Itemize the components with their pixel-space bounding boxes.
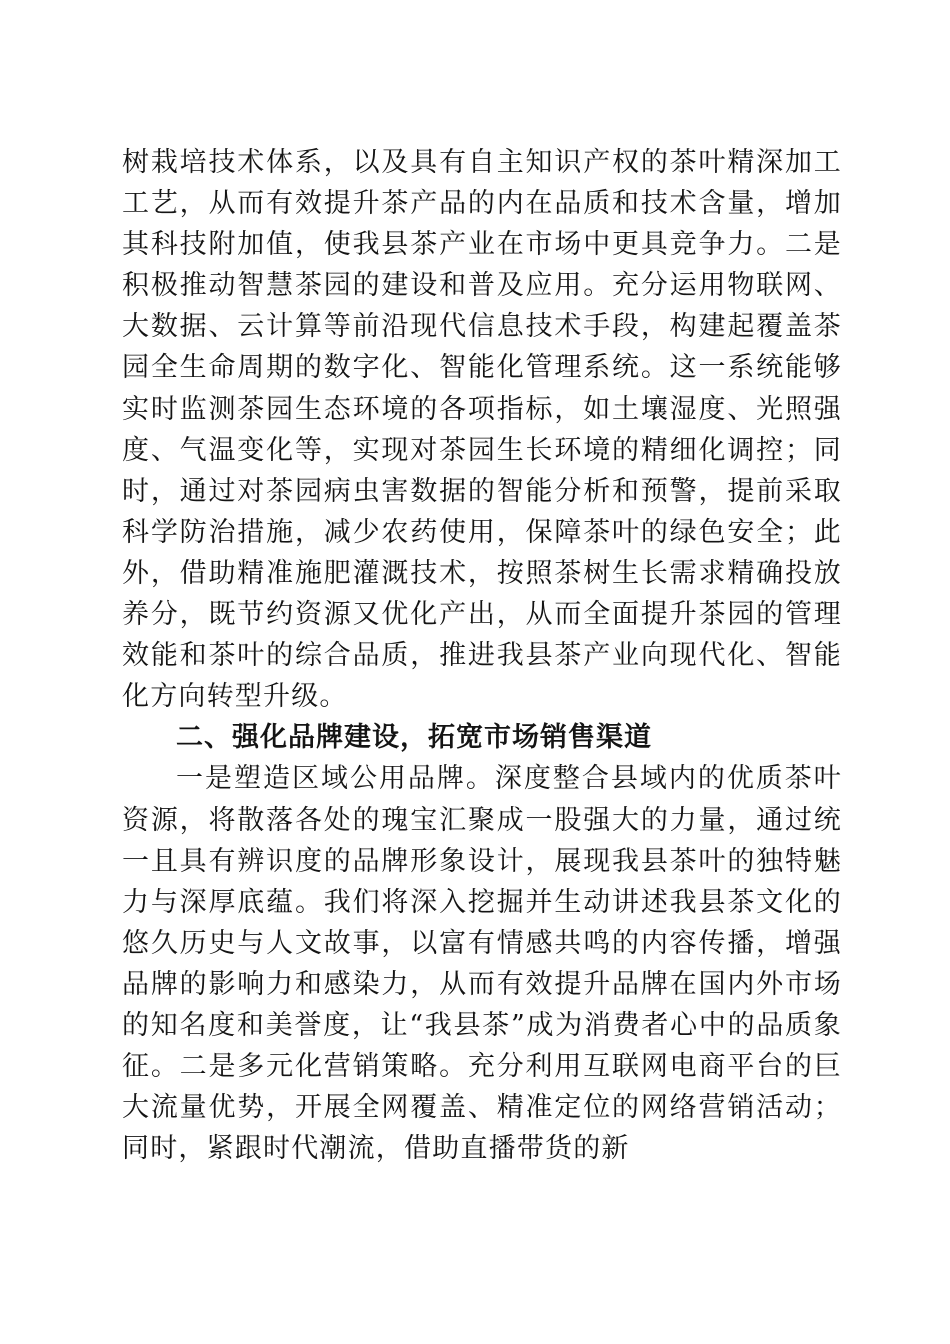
document-body: [122, 142, 842, 1169]
body-paragraph: 树栽培技术体系，以及具有自主知识产权的茶叶精深加工工艺，从而有效提升茶产品的内在品质和技术含量，增加其科技附加值，使我县茶产业在市场中更具竞争力。二是积极推动智慧茶园的建设和普及应用。充分运用物联网、大数据、云计算等前沿现代信息技术手段，构建起覆盖茶园全生命周期的数字化、智能化管理系统。这一系统能够实时监测茶园生态环境的各项指标，如土壤湿度、光照强度、气温变化等，实现对茶园生长环境的精细化调控；同时，通过对茶园病虫害数据的智能分析和预警，提前采取科学防治措施，减少农药使用，保障茶叶的绿色安全；此外，借助精准施肥灌溉技术，按照茶树生长需求精确投放养分，既节约资源又优化产出，从而全面提升茶园的管理效能和茶叶的综合品质，推进我县茶产业向现代化、智能化方向转型升级。: [122, 147, 842, 713]
section-heading: 二、强化品牌建设，拓宽市场销售渠道: [176, 722, 652, 754]
body-paragraph: 一是塑造区域公用品牌。深度整合县域内的优质茶叶资源，将散落各处的瑰宝汇聚成一股强大的力量，通过统一且具有辨识度的品牌形象设计，展现我县茶叶的独特魅力与深厚底蕴。我们将深入挖掘并生动讲述我县茶文化的悠久历史与人文故事，以富有情感共鸣的内容传播，增强品牌的影响力和感染力，从而有效提升品牌在国内外市场的知名度和美誉度，让“我县茶”成为消费者心中的品质象征。二是多元化营销策略。充分利用互联网电商平台的巨大流量优势，开展全网覆盖、精准定位的网络营销活动；同时，紧跟时代潮流，借助直播带货的新: [122, 763, 842, 1165]
